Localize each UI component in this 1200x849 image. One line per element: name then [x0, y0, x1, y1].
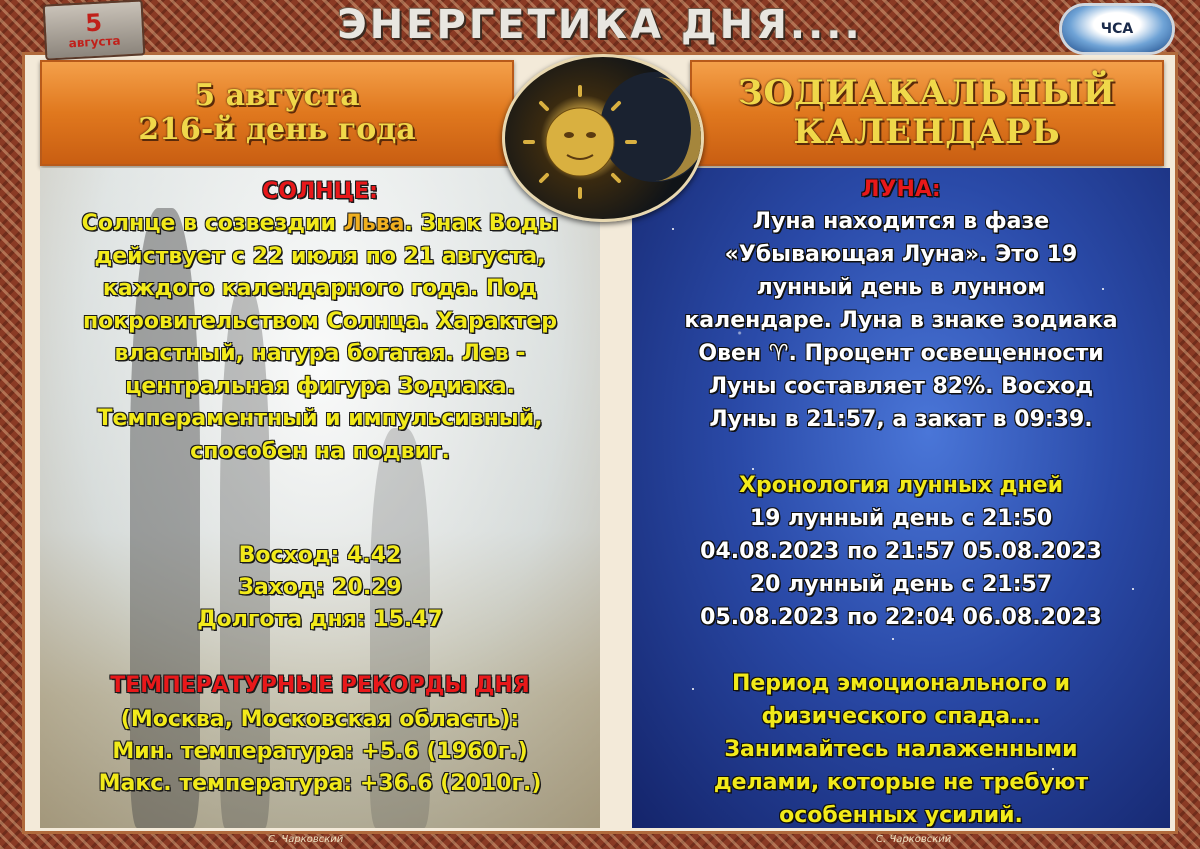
moon-line-7: Луны в 21:57, а закат в 09:39.: [709, 407, 1093, 432]
sun-text-after: . Знак Воды действует с 22 июля по 21 августа, каждого календарного года. Под покровительством Солнца. Характер властный, натура богатая. Лев - центральная фигура Зодиака. Темпераментный и импульсивный, способен на подвиг.: [82, 211, 559, 464]
day-of-year-line: 216-й день года: [138, 112, 416, 147]
records-min: Мин. температура: +5.6 (1960г.): [112, 739, 528, 764]
badge-day: 5: [84, 8, 103, 38]
moon-panel: [632, 168, 1170, 828]
moon-line-4: календаре. Луна в знаке зодиака: [684, 308, 1118, 333]
page-title: ЭНЕРГЕТИКА ДНЯ....: [337, 2, 863, 48]
advice-line-5: особенных усилий.: [779, 803, 1023, 828]
channel-logo: [1062, 6, 1172, 52]
sun-moon-emblem: [502, 54, 704, 222]
chronology-heading: Хронология лунных дней: [739, 473, 1063, 498]
records-max: Макс. температура: +36.6 (2010г.): [98, 771, 542, 796]
sunrise: Восход: 4.42: [238, 543, 402, 568]
moon-line-2: «Убывающая Луна». Это 19: [724, 242, 1078, 267]
records-heading: ТЕМПЕРАТУРНЫЕ РЕКОРДЫ ДНЯ: [110, 673, 530, 698]
date-badge: [43, 0, 146, 61]
sun-text-before: Солнце в созвездии: [81, 211, 344, 236]
zodiac-header-bar: [690, 60, 1164, 166]
logo-text: ЧСА: [1100, 21, 1134, 37]
zodiac-title-line2: КАЛЕНДАРЬ: [793, 112, 1061, 152]
sunset: Заход: 20.29: [238, 575, 402, 600]
moon-line-1: Луна находится в фазе: [752, 209, 1050, 234]
title-band: [150, 0, 1050, 50]
moon-line-3: лунный день в лунном: [756, 275, 1046, 300]
advice-line-3: Занимайтесь налаженными: [724, 737, 1078, 762]
moon-line-5: Овен ♈. Процент освещенности: [698, 341, 1104, 366]
moon-heading: ЛУНА:: [861, 177, 941, 202]
records-location: (Москва, Московская область):: [120, 707, 520, 732]
sun-panel: [40, 168, 600, 828]
moon-line-6: Луны составляет 82%. Восход: [708, 374, 1094, 399]
chronology-line-4: 05.08.2023 по 22:04 06.08.2023: [700, 605, 1102, 630]
chronology-line-1: 19 лунный день с 21:50: [749, 506, 1053, 531]
badge-month: августа: [68, 33, 121, 51]
date-line: 5 августа: [194, 77, 360, 113]
sun-sign-name: Льва: [343, 211, 405, 236]
author-signature-right: С. Чарковский: [876, 834, 952, 845]
date-header-bar: [40, 60, 514, 166]
sun-description: [65, 208, 575, 468]
chronology-line-2: 04.08.2023 по 21:57 05.08.2023: [700, 539, 1102, 564]
advice-line-4: делами, которые не требуют: [713, 770, 1089, 795]
chronology-line-3: 20 лунный день с 21:57: [749, 572, 1053, 597]
star-decoration: [892, 638, 894, 640]
author-signature-left: С. Чарковский: [268, 834, 344, 845]
sun-heading: СОЛНЦЕ:: [262, 179, 378, 204]
sun-moon-icon: [505, 57, 701, 219]
advice-line-2: физического спада….: [761, 704, 1041, 729]
zodiac-title-line1: ЗОДИАКАЛЬНЫЙ: [737, 72, 1117, 113]
day-length: Долгота дня: 15.47: [197, 607, 443, 632]
advice-line-1: Период эмоционального и: [731, 671, 1071, 696]
